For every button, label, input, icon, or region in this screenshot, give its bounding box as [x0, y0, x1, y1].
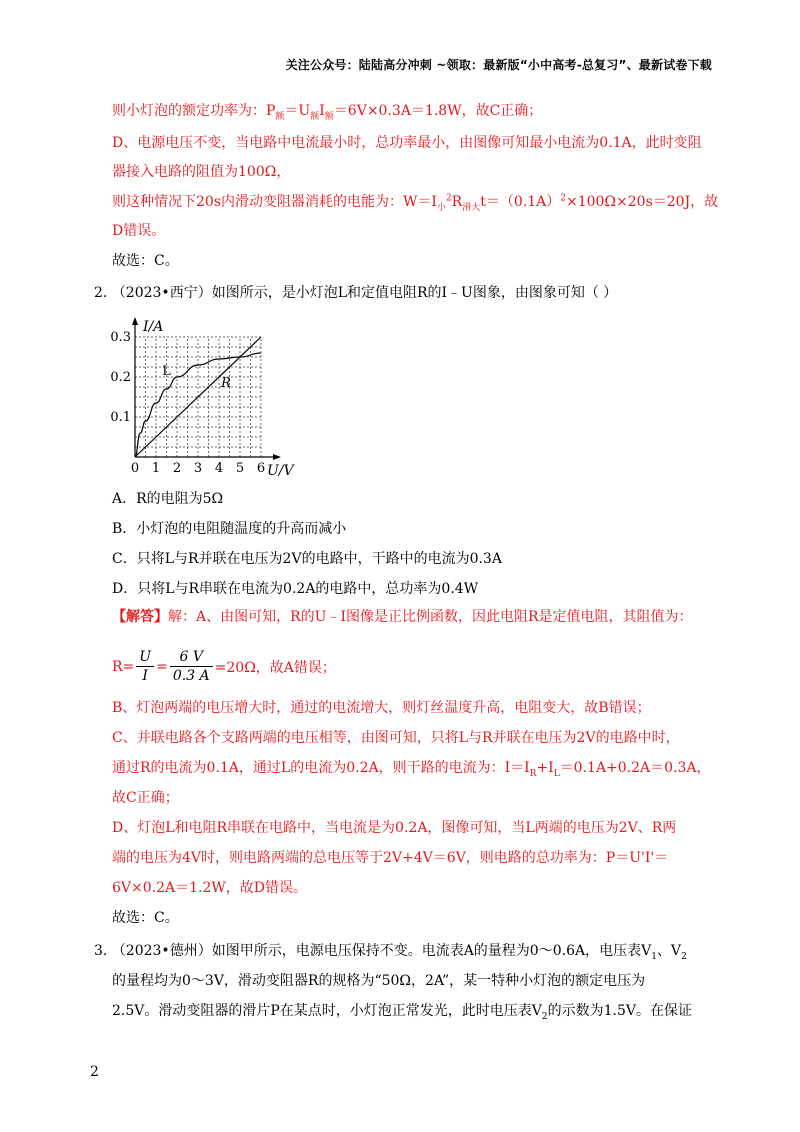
q2-option-c: C．只将L与R并联在电压为2V的电路中，干路中的电流为0.3A [112, 551, 502, 567]
x-tick-label: 2 [172, 461, 182, 476]
prev-line-5: D错误。 [112, 223, 166, 239]
prev-line-3: 器接入电路的阻值为100Ω， [112, 164, 291, 180]
x-axis-label: U/V [267, 463, 294, 479]
q2-option-d: D．只将L与R串联在电流为0.2A的电路中，总功率为0.4W [112, 581, 479, 597]
q2-option-a: A．R的电阻为5Ω [112, 491, 224, 507]
page-number: 2 [90, 1064, 99, 1080]
q2-answer-c1: C、并联电路各个支路两端的电压相等，由图可知，只将L与R并联在电压为2V的电路中时， [112, 730, 680, 746]
q2-answer-line-1: 【解答】解：A、由图可知，R的U﹣I图像是正比例函数，因此电阻R是定值电阻，其阻值为： [112, 609, 693, 625]
q2-answer-choice: 故选：C。 [112, 910, 179, 926]
q2-answer-d3: 6V×0.2A＝1.2W，故D错误。 [112, 880, 308, 896]
x-tick-label: 5 [235, 461, 245, 476]
prev-line-2: D、电源电压不变，当电路中电流最小时，总功率最小，由图像可知最小电流为0.1A，此时变阻 [112, 135, 702, 151]
q2-stem: 2. （2023•西宁）如图所示，是小灯泡L和定值电阻R的I﹣U图象，由图象可知（ ） [94, 285, 618, 301]
q2-answer-b: B、灯泡两端的电压增大时，通过的电流增大，则灯丝温度升高，电阻变大，故B错误； [112, 700, 651, 716]
q2-option-b: B．小灯泡的电阻随温度的升高而减小 [112, 521, 347, 537]
iu-chart [108, 305, 308, 480]
x-tick-label: 0 [130, 461, 140, 476]
x-axis-arrow [273, 454, 281, 460]
q2-answer-d1: D、灯泡L和电阻R串联在电路中，当电流是为0.2A，图像可知，当L两端的电压为2V、R两 [112, 820, 677, 836]
q2-formula: R= $\frac{U}{I}$ = $\frac{6 V}{0.3 A}$ =20Ω，故A错误； [112, 649, 336, 684]
q2-answer-d2: 端的电压为4V时，则电路两端的总电压等于2V+4V＝6V，则电路的总功率为：P＝U'I'＝ [112, 850, 669, 866]
series-L-label: L [162, 364, 171, 379]
x-tick-label: 3 [193, 461, 203, 476]
y-tick-label: 0.3 [110, 330, 131, 345]
y-axis-label: I/A [143, 319, 164, 335]
x-tick-label: 4 [214, 461, 224, 476]
prev-line-4: 则这种情况下20s内滑动变阻器消耗的电能为：$W=I_小^2R_{滑大}t=(0.1A)^2\times 100\Omega\times 20s=20J$，故 [112, 193, 719, 213]
page-header: 关注公众号：陆陆高分冲刺 ~领取：最新版“小中高考-总复习”、最新试卷下载 [285, 58, 712, 72]
q2-answer-c3: 故C正确； [112, 790, 179, 806]
x-tick-label: 6 [256, 461, 266, 476]
q3-line-2: 的量程均为0～3V，滑动变阻器R的规格为“50Ω，2A”，某一特种小灯泡的额定电压为 [112, 973, 646, 989]
q3-line-1: 3. （2023•德州）如图甲所示，电源电压保持不变。电流表A的量程为0～0.6A，电压表$V_1$、$V_2$ [94, 943, 687, 962]
y-tick-label: 0.1 [110, 410, 131, 425]
prev-line-1: 则小灯泡的额定功率为：$P_额=U_额I_额=6V\times 0.3A=1.8W$，故C正确； [112, 103, 543, 122]
series-R-label: R [221, 376, 231, 391]
answer-tag: 【解答】 [112, 609, 168, 625]
q2-answer-c2: 通过R的电流为0.1A，通过L的电流为0.2A，则干路的电流为：$I=I_R+I_L=0.1A+0.2A=0.3A$， [112, 760, 711, 779]
x-tick-label: 1 [151, 461, 161, 476]
q3-line-3: 2.5V。滑动变阻器的滑片P在某点时，小灯泡正常发光，此时电压表$V_2$的示数为1.5V。在保证 [112, 1003, 693, 1022]
y-tick-label: 0.2 [110, 370, 131, 385]
prev-answer: 故选：C。 [112, 253, 179, 269]
y-axis-arrow [132, 317, 138, 325]
